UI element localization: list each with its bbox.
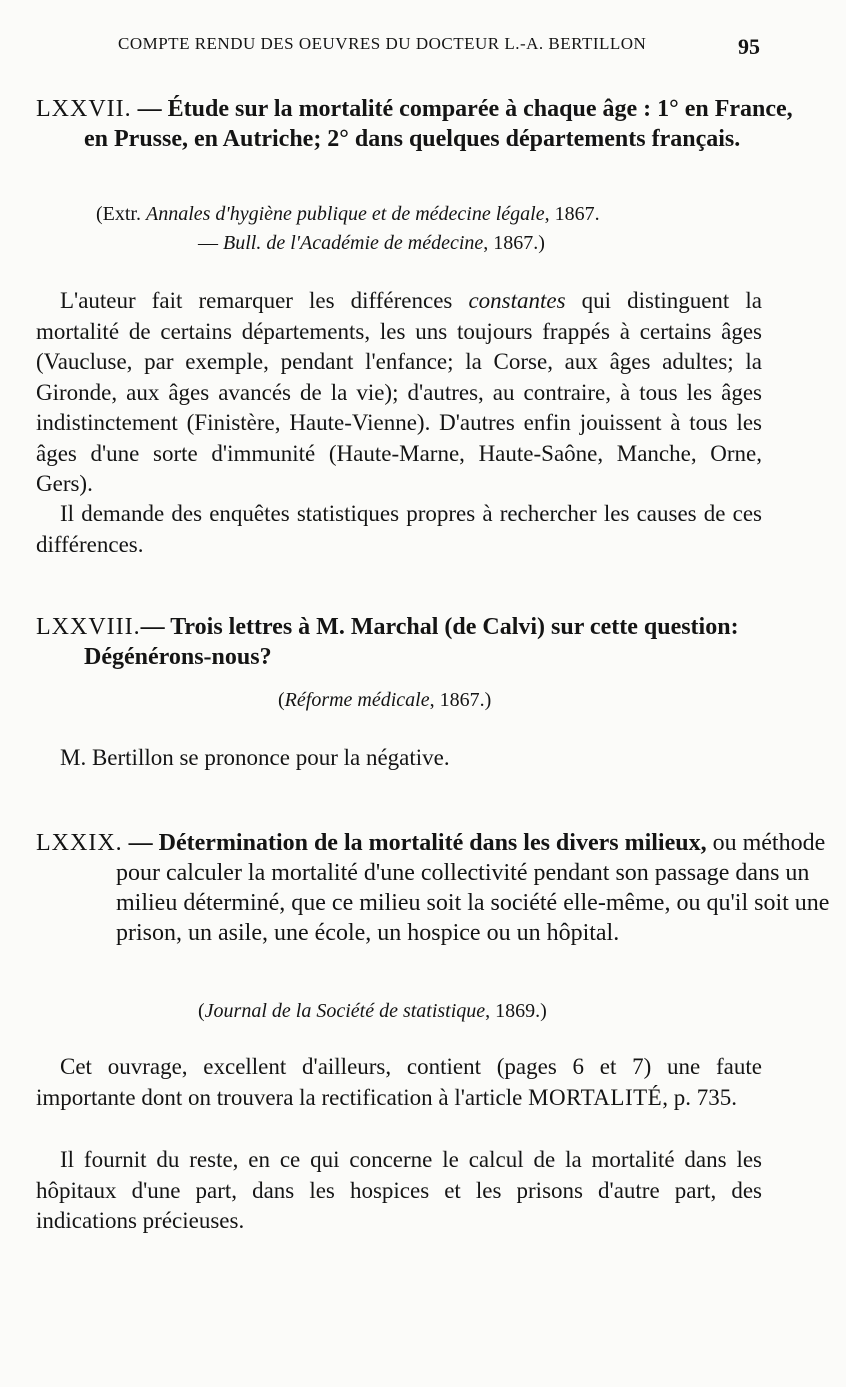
source-prefix: ( xyxy=(198,1000,205,1022)
paragraph-text: qui distinguent la mortalité de certains départements, les uns toujours frappés à certains âges (Vaucluse, par exemple, pendant l'enfance; la Corse, aux âges adultes; la Gironde, aux âges avancés de la vie); d'autres, au contraire, à tous les âges indistinctement (Finistère, Haute-Vienne). D'autres enfin jouissent à tous les âges d'une sorte d'immunité (Haute-Marne, Haute-Saône, Manche, Orne, Gers). xyxy=(36,288,762,496)
entry-79-title xyxy=(36,828,846,948)
source-prefix: ( xyxy=(278,689,285,711)
entry-79-paragraph-1 xyxy=(36,1052,762,1113)
source-suffix: , 1867.) xyxy=(483,232,545,254)
entry-79-source xyxy=(198,997,547,1025)
source-suffix: , 1869.) xyxy=(485,1000,547,1022)
entry-77-source-1 xyxy=(96,200,600,228)
entry-79-subtitle: ou méthode pour calculer la mortalité d'une collectivité pendant son passage dans un milieu déterminé, que ce milieu soit la société elle-même, ou qu'il soit une prison, un asile, une école, un hospice ou un hôpital. xyxy=(116,830,830,946)
entry-77-title xyxy=(36,94,814,154)
journal-name: Bull. de l'Académie de médecine xyxy=(223,232,484,254)
entry-79-paragraph-2: Il fournit du reste, en ce qui concerne le calcul de la mortalité dans les hôpitaux d'une part, dans les hospices et les prisons d'autre part, des indications précieuses. xyxy=(36,1147,762,1233)
entry-77-paragraph-1 xyxy=(36,286,762,500)
entry-78-source xyxy=(278,686,491,714)
entry-79-number: LXXIX. xyxy=(36,830,123,856)
source-prefix: — xyxy=(198,232,223,254)
entry-77-source-2 xyxy=(198,229,545,257)
entry-78-title xyxy=(36,612,814,672)
emphasis: constantes xyxy=(468,288,566,313)
page-number: 95 xyxy=(738,34,760,59)
journal-name: Journal de la Société de statistique xyxy=(204,1000,486,1022)
running-header: COMPTE RENDU DES OEUVRES DU DOCTEUR L.-A. BERTILLON xyxy=(118,34,647,53)
paragraph-text: L'auteur fait remarquer les différences xyxy=(60,288,469,313)
paragraph-text: Cet ouvrage, excellent d'ailleurs, contient (pages 6 et 7) une faute importante dont on trouvera la rectification à l'article xyxy=(36,1054,762,1110)
source-prefix: (Extr. xyxy=(96,203,146,225)
entry-77-heading: — Étude sur la mortalité comparée à chaque âge : 1° en France, en Prusse, en Autriche; 2° dans quelques départements français. xyxy=(84,96,793,152)
cross-reference: MORTALITÉ xyxy=(528,1084,663,1110)
entry-77-number: LXXVII. xyxy=(36,96,132,122)
entry-79-heading: — Détermination de la mortalité dans les divers milieux, xyxy=(128,830,707,856)
entry-78-number: LXXVIII. xyxy=(36,614,141,640)
paragraph-text: , p. 735. xyxy=(662,1084,737,1110)
journal-name: Annales d'hygiène publique et de médecine légale xyxy=(146,203,545,225)
entry-77-paragraph-2: Il demande des enquêtes statistiques propres à rechercher les causes de ces différences. xyxy=(36,501,762,557)
journal-name: Réforme médicale xyxy=(284,689,430,711)
entry-78-paragraph: M. Bertillon se prononce pour la négative. xyxy=(60,745,450,770)
source-suffix: , 1867.) xyxy=(429,689,492,711)
source-suffix: , 1867. xyxy=(544,203,600,225)
entry-78-heading: — Trois lettres à M. Marchal (de Calvi) sur cette question: Dégénérons-nous? xyxy=(84,614,739,670)
